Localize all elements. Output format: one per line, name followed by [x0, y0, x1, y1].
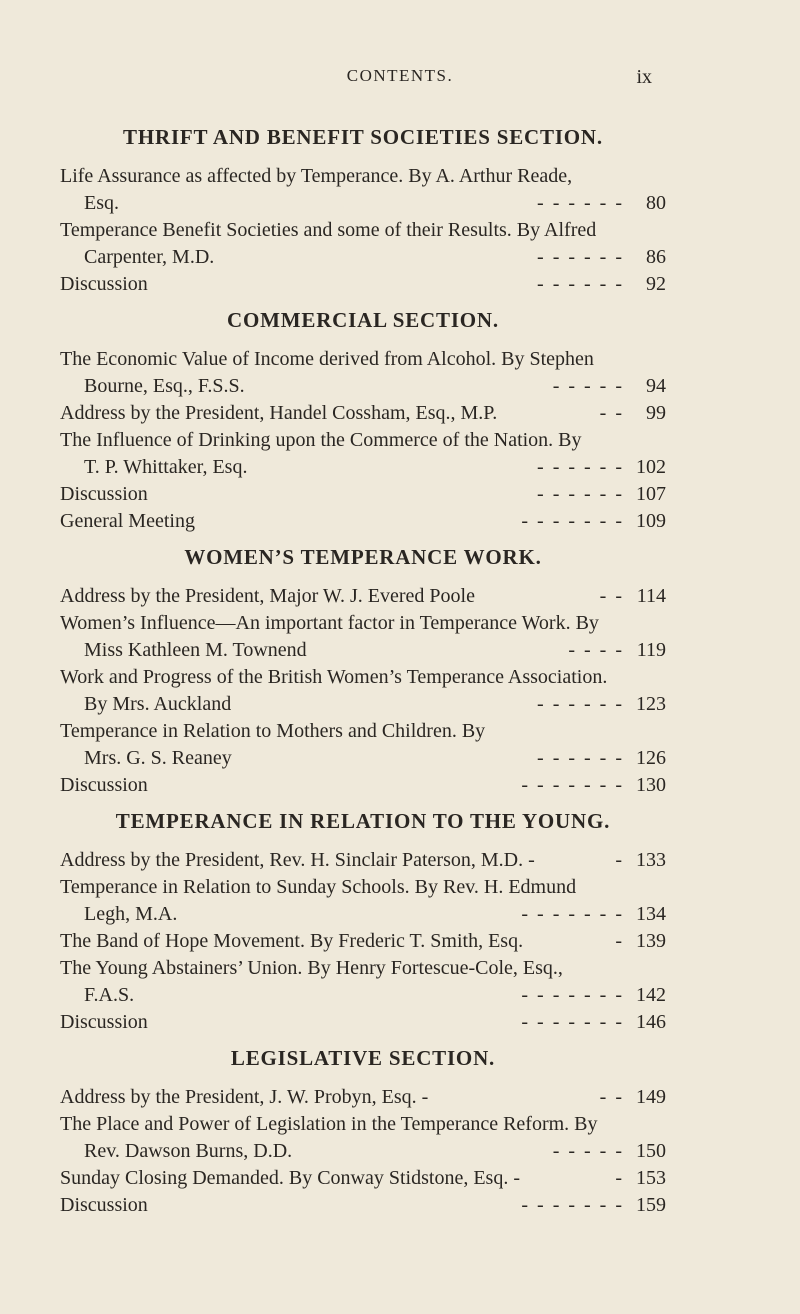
entry-line: [60, 346, 666, 373]
leader-dashes: - -: [599, 585, 624, 607]
entry-line: [60, 772, 666, 799]
leader-dashes: - - - - - -: [537, 246, 624, 268]
entry-line: [60, 955, 666, 982]
toc-entry: [60, 1165, 666, 1192]
toc-entry: [60, 1084, 666, 1111]
entry-line: [60, 163, 666, 190]
leader-dashes: - - - - - -: [537, 747, 624, 769]
entry-title: Work and Progress of the British Women’s Temperance Association.: [60, 666, 608, 688]
leader-dashes: - - - - - - -: [521, 1011, 624, 1033]
entry-title: Sunday Closing Demanded. By Conway Stidstone, Esq. -: [60, 1167, 520, 1189]
entry-title: Mrs. G. S. Reaney: [84, 747, 232, 769]
entry-title: Discussion: [60, 774, 148, 796]
section-heading: THRIFT AND BENEFIT SOCIETIES SECTION.: [123, 125, 603, 149]
entry-line: [60, 1084, 666, 1111]
entry-page-number: 114: [636, 585, 666, 607]
entry-title: The Influence of Drinking upon the Commerce of the Nation. By: [60, 429, 582, 451]
entry-page-number: 142: [636, 984, 666, 1006]
entry-line: [60, 691, 666, 718]
leader-dashes: - - - - -: [552, 1140, 624, 1162]
toc-section: [60, 1044, 666, 1219]
entry-title: Miss Kathleen M. Townend: [84, 639, 307, 661]
entry-line: [60, 244, 666, 271]
entry-line: [60, 610, 666, 637]
entry-line: [60, 982, 666, 1009]
toc-entry: [60, 610, 666, 664]
entry-line: [60, 637, 666, 664]
toc-entry: [60, 163, 666, 217]
toc-entry: [60, 427, 666, 481]
section-heading: COMMERCIAL SECTION.: [227, 308, 499, 332]
toc-section: [60, 306, 666, 535]
entry-page-number: 80: [646, 192, 666, 214]
leader-dashes: - -: [599, 402, 624, 424]
entry-title: Life Assurance as affected by Temperance. By A. Arthur Reade,: [60, 165, 573, 187]
entry-title: Esq.: [84, 192, 119, 214]
toc-entry: [60, 928, 666, 955]
toc-entry: [60, 400, 666, 427]
entry-page-number: 149: [636, 1086, 666, 1108]
entry-page-number: 107: [636, 483, 666, 505]
leader-dashes: -: [615, 1167, 624, 1189]
entry-line: [60, 1009, 666, 1036]
entry-title: T. P. Whittaker, Esq.: [84, 456, 248, 478]
entry-line: [60, 928, 666, 955]
entry-line: [60, 1111, 666, 1138]
entry-title: Temperance Benefit Societies and some of their Results. By Alfred: [60, 219, 597, 241]
entry-line: [60, 373, 666, 400]
entry-line: [60, 718, 666, 745]
toc-section: [60, 543, 666, 799]
leader-dashes: - - - - - - -: [521, 510, 624, 532]
entry-page-number: 150: [636, 1140, 666, 1162]
entry-page-number: 92: [646, 273, 666, 295]
entry-page-number: 139: [636, 930, 666, 952]
entry-line: [60, 664, 666, 691]
toc-entry: [60, 1009, 666, 1036]
entry-title: The Band of Hope Movement. By Frederic T. Smith, Esq.: [60, 930, 524, 952]
entry-line: [60, 1192, 666, 1219]
entry-page-number: 146: [636, 1011, 666, 1033]
entry-title: General Meeting: [60, 510, 195, 532]
leader-dashes: -: [615, 849, 624, 871]
toc-entry: [60, 481, 666, 508]
entry-page-number: 102: [636, 456, 666, 478]
entry-line: [60, 217, 666, 244]
entry-title: Address by the President, Major W. J. Evered Poole: [60, 585, 475, 607]
entry-page-number: 109: [636, 510, 666, 532]
entry-title: By Mrs. Auckland: [84, 693, 232, 715]
toc-entry: [60, 217, 666, 271]
entry-page-number: 133: [636, 849, 666, 871]
page-number: ix: [636, 66, 652, 88]
running-head: [0, 66, 800, 90]
leader-dashes: - - - - - -: [537, 192, 624, 214]
toc-entry: [60, 718, 666, 772]
entry-title: Address by the President, Handel Cossham, Esq., M.P.: [60, 402, 498, 424]
entry-page-number: 94: [646, 375, 666, 397]
table-of-contents: [60, 115, 666, 1227]
leader-dashes: - - - - - - -: [521, 1194, 624, 1216]
section-heading: LEGISLATIVE SECTION.: [230, 1046, 496, 1070]
toc-entry: [60, 1111, 666, 1165]
entry-line: [60, 874, 666, 901]
entry-line: [60, 427, 666, 454]
entry-page-number: 134: [636, 903, 666, 925]
entry-line: [60, 745, 666, 772]
section-heading: TEMPERANCE IN RELATION TO THE YOUNG.: [115, 809, 611, 833]
leader-dashes: - - - -: [568, 639, 624, 661]
entry-page-number: 130: [636, 774, 666, 796]
toc-entry: [60, 346, 666, 400]
entry-title: Address by the President, Rev. H. Sinclair Paterson, M.D. -: [60, 849, 535, 871]
toc-entry: [60, 874, 666, 928]
entry-title: Legh, M.A.: [84, 903, 178, 925]
entry-line: [60, 583, 666, 610]
entry-page-number: 99: [646, 402, 666, 424]
entry-page-number: 119: [636, 639, 666, 661]
entry-line: [60, 400, 666, 427]
entry-title: Carpenter, M.D.: [84, 246, 215, 268]
entry-line: [60, 454, 666, 481]
leader-dashes: - - - - - -: [537, 456, 624, 478]
entry-title: Bourne, Esq., F.S.S.: [84, 375, 245, 397]
entry-line: [60, 1165, 666, 1192]
entry-title: Women’s Influence—An important factor in Temperance Work. By: [60, 612, 599, 634]
running-title: CONTENTS.: [346, 66, 454, 85]
toc-entry: [60, 847, 666, 874]
toc-entry: [60, 508, 666, 535]
entry-title: Temperance in Relation to Mothers and Children. By: [60, 720, 486, 742]
entry-title: The Place and Power of Legislation in the Temperance Reform. By: [60, 1113, 598, 1135]
toc-entry: [60, 772, 666, 799]
entry-line: [60, 1138, 666, 1165]
leader-dashes: - - - - - - -: [521, 774, 624, 796]
entry-title: The Economic Value of Income derived from Alcohol. By Stephen: [60, 348, 594, 370]
entry-title: Address by the President, J. W. Probyn, Esq. -: [60, 1086, 429, 1108]
entry-title: Rev. Dawson Burns, D.D.: [84, 1140, 293, 1162]
entry-line: [60, 508, 666, 535]
entry-title: Temperance in Relation to Sunday Schools. By Rev. H. Edmund: [60, 876, 577, 898]
section-heading: WOMEN’S TEMPERANCE WORK.: [184, 545, 542, 569]
leader-dashes: - - - - - -: [537, 273, 624, 295]
leader-dashes: - - - - - - -: [521, 903, 624, 925]
leader-dashes: - -: [599, 1086, 624, 1108]
entry-page-number: 86: [646, 246, 666, 268]
toc-entry: [60, 583, 666, 610]
entry-line: [60, 271, 666, 298]
leader-dashes: - - - - - - -: [521, 984, 624, 1006]
leader-dashes: - - - - -: [552, 375, 624, 397]
entry-line: [60, 190, 666, 217]
entry-title: Discussion: [60, 273, 148, 295]
entry-title: Discussion: [60, 1194, 148, 1216]
toc-entry: [60, 1192, 666, 1219]
entry-line: [60, 847, 666, 874]
entry-title: F.A.S.: [84, 984, 135, 1006]
entry-title: Discussion: [60, 483, 148, 505]
toc-entry: [60, 955, 666, 1009]
entry-page-number: 123: [636, 693, 666, 715]
entry-page-number: 153: [636, 1167, 666, 1189]
entry-title: Discussion: [60, 1011, 148, 1033]
toc-section: [60, 123, 666, 298]
toc-entry: [60, 664, 666, 718]
entry-title: The Young Abstainers’ Union. By Henry Fortescue-Cole, Esq.,: [60, 957, 563, 979]
entry-page-number: 159: [636, 1194, 666, 1216]
toc-entry: [60, 271, 666, 298]
leader-dashes: -: [615, 930, 624, 952]
entry-line: [60, 901, 666, 928]
leader-dashes: - - - - - -: [537, 483, 624, 505]
entry-line: [60, 481, 666, 508]
entry-page-number: 126: [636, 747, 666, 769]
toc-section: [60, 807, 666, 1036]
leader-dashes: - - - - - -: [537, 693, 624, 715]
